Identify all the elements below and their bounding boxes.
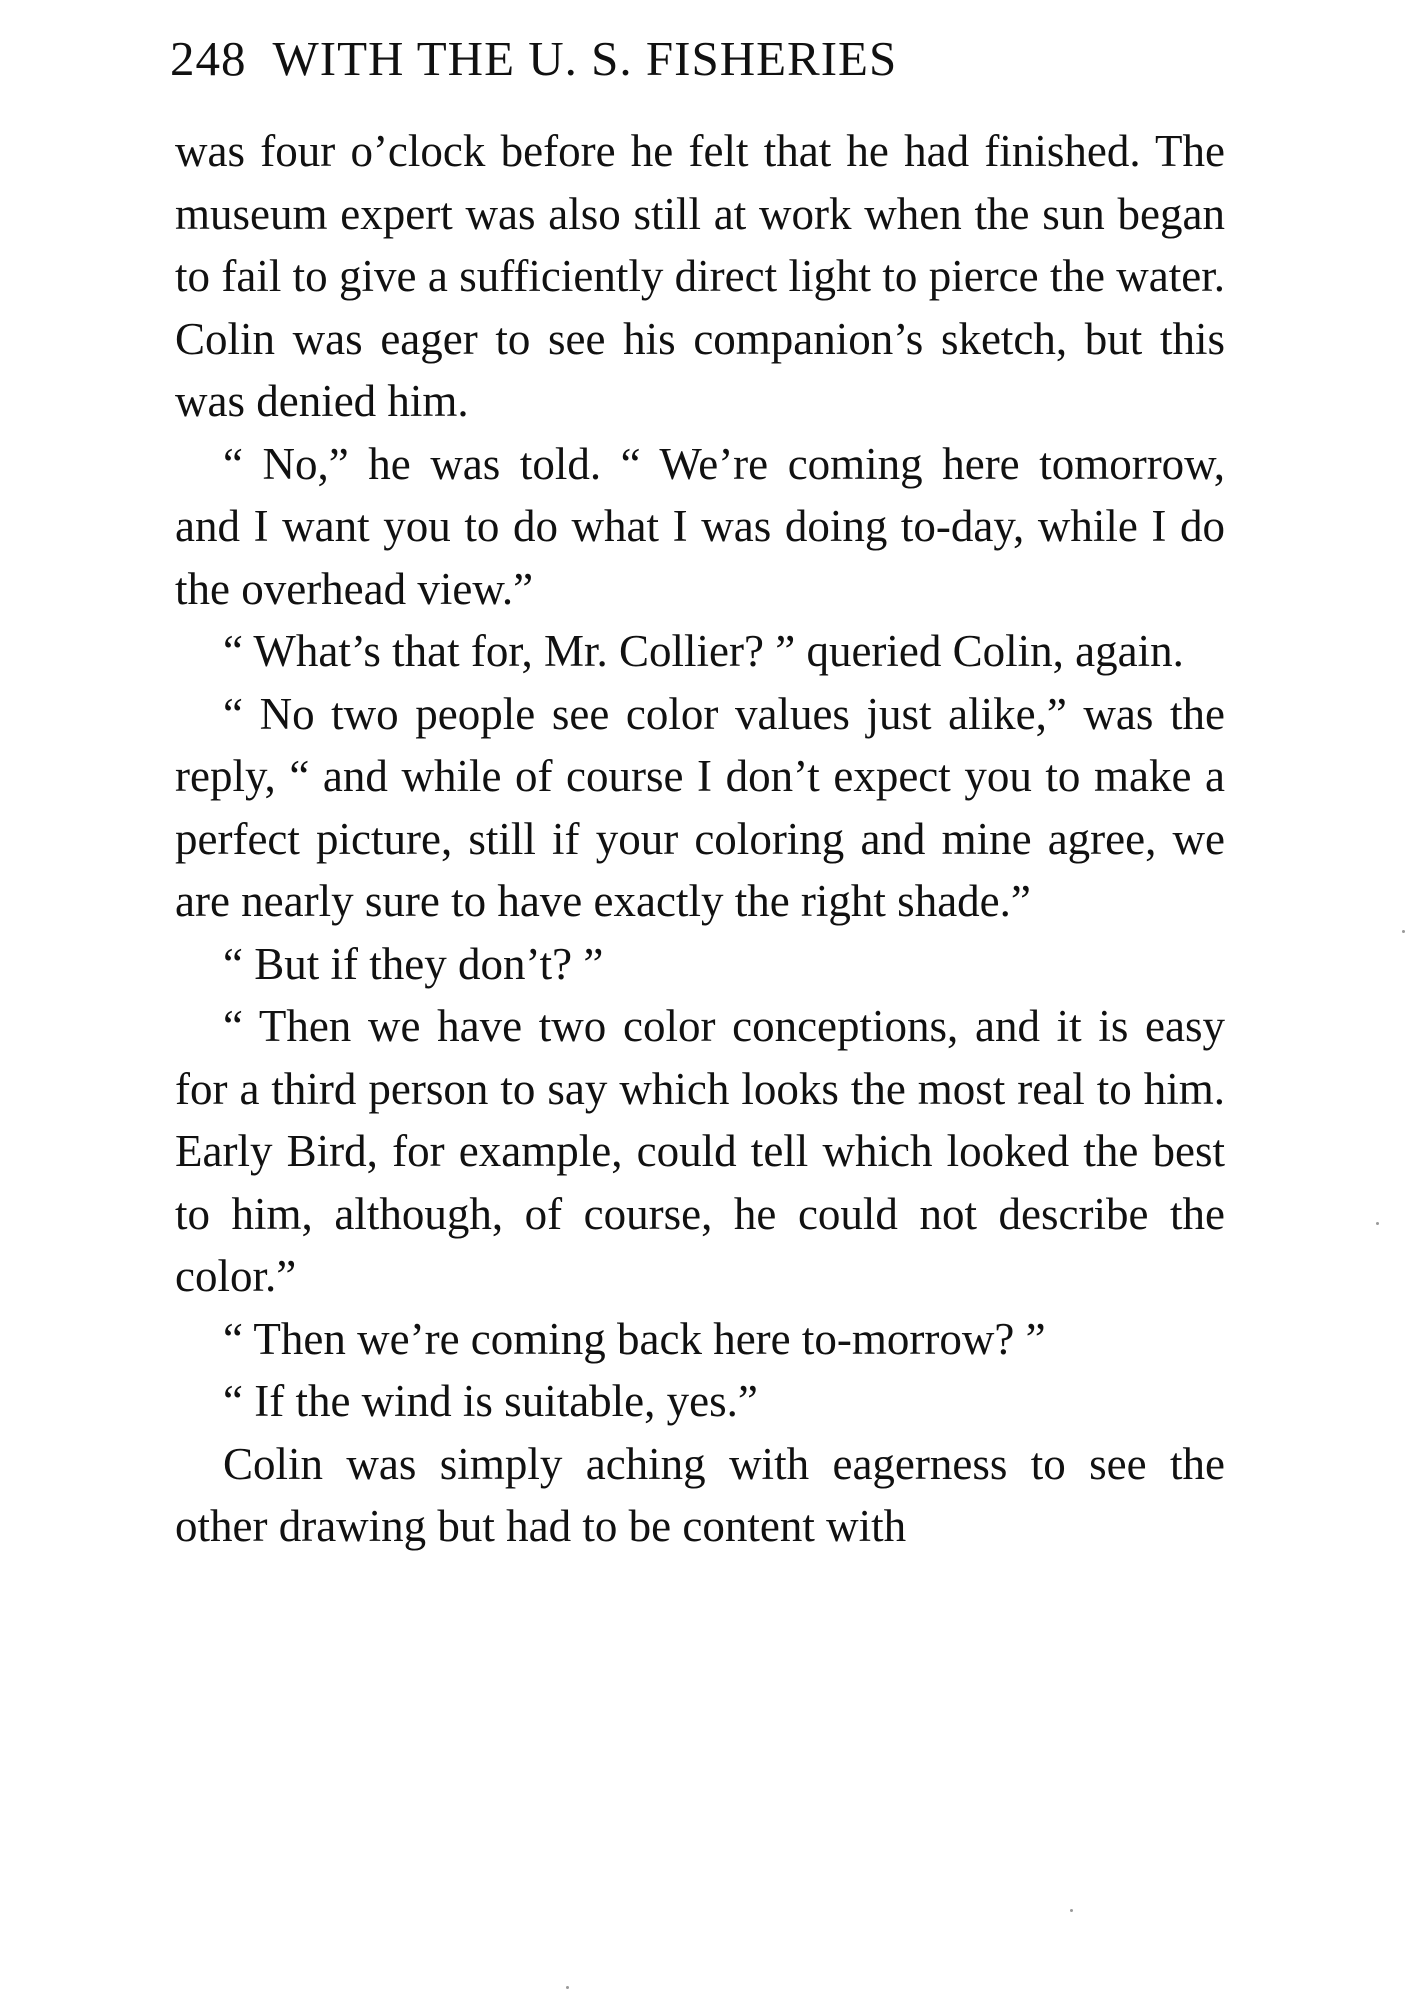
paragraph-dialogue: “ Then we’re coming back here to-morrow? ” <box>223 1313 1046 1364</box>
body-text <box>175 120 1225 1558</box>
paragraph-dialogue: “ No two people see color values just alike,” was the reply, “ and while of course I don’t expect you to make a perfect picture, still if your coloring and mine agree, we are nearly sure to have exactly the right shade.” <box>175 688 1225 926</box>
paragraph-dialogue: “ What’s that for, Mr. Collier? ” queried Colin, again. <box>223 626 1184 676</box>
paper-speck <box>1376 1222 1379 1225</box>
paper-speck <box>566 1986 569 1989</box>
paragraph-dialogue: “ If the wind is suitable, yes.” <box>223 1376 758 1426</box>
running-title: WITH THE U. S. FISHERIES <box>272 31 898 86</box>
paper-speck <box>1070 1909 1073 1912</box>
running-head <box>170 30 1100 100</box>
page-number: 248 <box>170 31 247 86</box>
paragraph-continued: was four o’clock before he felt that he had finished. The museum expert was also still at work when the sun began to fail to give a sufficiently direct light to pierce the water. Colin was eager to see his companion’s sketch, but this was denied him. <box>175 126 1225 426</box>
paragraph-narration: Colin was simply aching with eagerness to see the other drawing but had to be content with <box>175 1438 1225 1551</box>
paragraph-dialogue: “ Then we have two color conceptions, and it is easy for a third person to say which looks the most real to him. Early Bird, for example, could tell which looked the best to him, although, of course, he could not describe the color.” <box>175 1001 1225 1301</box>
paragraph-dialogue: “ No,” he was told. “ We’re coming here tomorrow, and I want you to do what I was doing to-day, while I do the overhead view.” <box>175 438 1225 614</box>
paragraph-dialogue: “ But if they don’t? ” <box>223 938 604 989</box>
paper-speck <box>1402 930 1405 933</box>
